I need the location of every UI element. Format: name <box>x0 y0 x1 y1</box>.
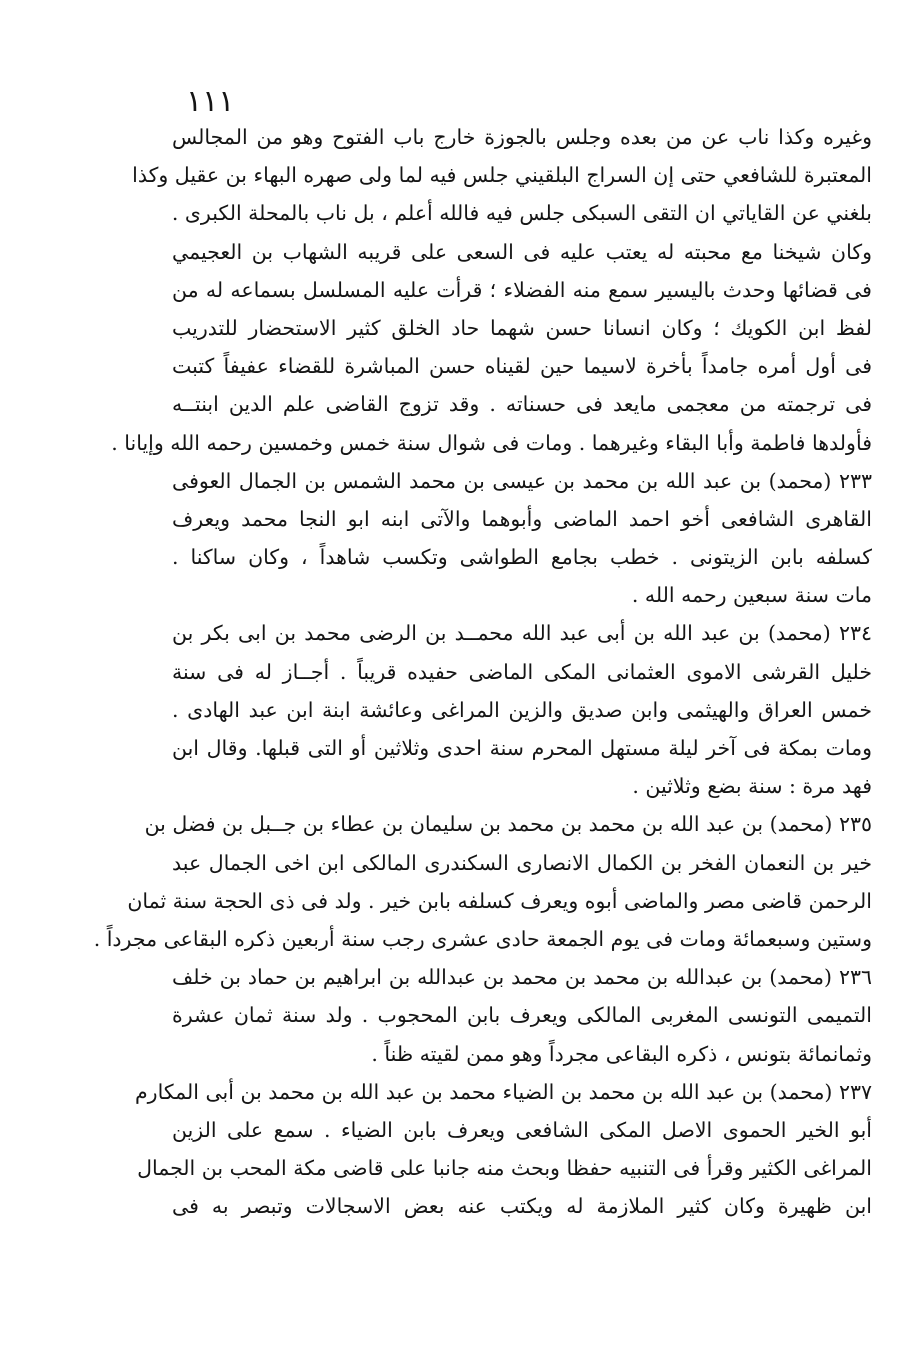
text-line: فهد مرة : سنة بضع وثلاثين . <box>632 774 872 799</box>
text-line: وكان شيخنا مع محبته له يعتب عليه فى السعى على قريبه الشهاب بن العجيمي <box>172 239 872 264</box>
text-line: أبو الخير الحموى الاصل المكى الشافعى ويعرف بابن الضياء . سمع على الزين <box>172 1117 872 1142</box>
text-line: ٢٣٦ (محمد) بن عبدالله بن محمد بن محمد بن عبدالله بن ابراهيم بن حماد بن خلف <box>172 965 872 990</box>
text-line: المراغى الكثير وقرأ فى التنبيه حفظا وبحث منه جانبا على قاضى مكة المحب بن الجمال <box>137 1156 872 1181</box>
text-line: الرحمن قاضى مصر والماضى أبوه ويعرف كسلفه بابن خير . ولد فى ذى الحجة سنة ثمان <box>127 888 872 913</box>
text-line: التميمى التونسى المغربى المالكى ويعرف بابن المحجوب . ولد سنة ثمان عشرة <box>172 1003 872 1028</box>
text-line: وغيره وكذا ناب عن من بعده وجلس بالجوزة خارج باب الفتوح وهو من المجالس <box>172 125 872 149</box>
text-line: فى ترجمته من معجمى مايعد فى حسناته . وقد تزوج القاضى علم الدين ابنتــه <box>172 392 872 417</box>
text-line: ٢٣٥ (محمد) بن عبد الله بن محمد بن محمد بن سليمان بن عطاء بن جــبل بن فضل بن <box>144 812 872 837</box>
text-line: خمس العراق والهيثمى وابن صديق والزين المراغى وعائشة ابنة ابن عبد الهادى . <box>172 697 872 722</box>
text-line: القاهرى الشافعى أخو احمد الماضى وأبوهما والآتى ابنه ابو النجا محمد ويعرف <box>172 506 872 531</box>
text-body <box>93 118 872 1225</box>
text-line: خير بن النعمان الفخر بن الكمال الانصارى السكندرى المالكى ابن اخى الجمال عبد <box>172 850 872 875</box>
text-line: فأولدها فاطمة وأبا البقاء وغيرهما . ومات فى شوال سنة خمس وخمسين رحمه الله وإيانا . <box>111 430 872 455</box>
text-line: فى أول أمره جامداً بأخرة لاسيما حين لقيناه حسن المباشرة للقضاء عفيفاً كتبت <box>172 354 872 379</box>
text-line: ٢٣٣ (محمد) بن عبد الله بن محمد بن عيسى بن محمد الشمس بن الجمال العوفى <box>172 468 872 493</box>
text-line: ومات بمكة فى آخر ليلة مستهل المحرم سنة احدى وثلاثين أو التى قبلها. وقال ابن <box>172 736 872 760</box>
text-line: ٢٣٧ (محمد) بن عبد الله بن محمد بن الضياء محمد بن عبد الله بن محمد بن أبى المكارم <box>134 1079 872 1104</box>
text-line: وثمانمائة بتونس ، ذكره البقاعى مجرداً وهو ممن لقيته ظناً . <box>371 1041 872 1066</box>
text-line: المعتبرة للشافعي حتى إن السراج البلقيني جلس فيه لما ولى صهره البهاء بن عقيل وكذا <box>132 163 872 188</box>
text-line: مات سنة سبعين رحمه الله . <box>631 583 872 608</box>
page-number: ١١١ <box>186 84 235 119</box>
text-line: ابن ظهيرة وكان كثير الملازمة له ويكتب عنه بعض الاسجالات وتبصر به فى <box>172 1194 872 1219</box>
text-line: خليل القرشى الاموى العثمانى المكى الماضى حفيده قريباً . أجــاز له فى سنة <box>172 659 872 684</box>
text-line: بلغني عن القاياتي ان التقى السبكى جلس فيه فالله أعلم ، بل ناب بالمحلة الكبرى . <box>171 201 872 226</box>
text-line: وستين وسبعمائة ومات فى يوم الجمعة حادى عشرى رجب سنة أربعين ذكره البقاعى مجرداً . <box>93 926 872 951</box>
text-line: لفظ ابن الكويك ؛ وكان انسانا حسن شهما حاد الخلق كثير الاستحضار للتدريب <box>172 315 872 340</box>
text-line: فى قضائها وحدث باليسير سمع منه الفضلاء ؛ قرأت عليه المسلسل بسماعه له من <box>172 277 872 302</box>
text-line: ٢٣٤ (محمد) بن عبد الله بن أبى عبد الله محمــد بن الرضى محمد بن ابى بكر بن <box>172 621 872 646</box>
text-line: كسلفه بابن الزيتونى . خطب بجامع الطواشى وتكسب شاهداً ، وكان ساكنا . <box>172 545 872 570</box>
